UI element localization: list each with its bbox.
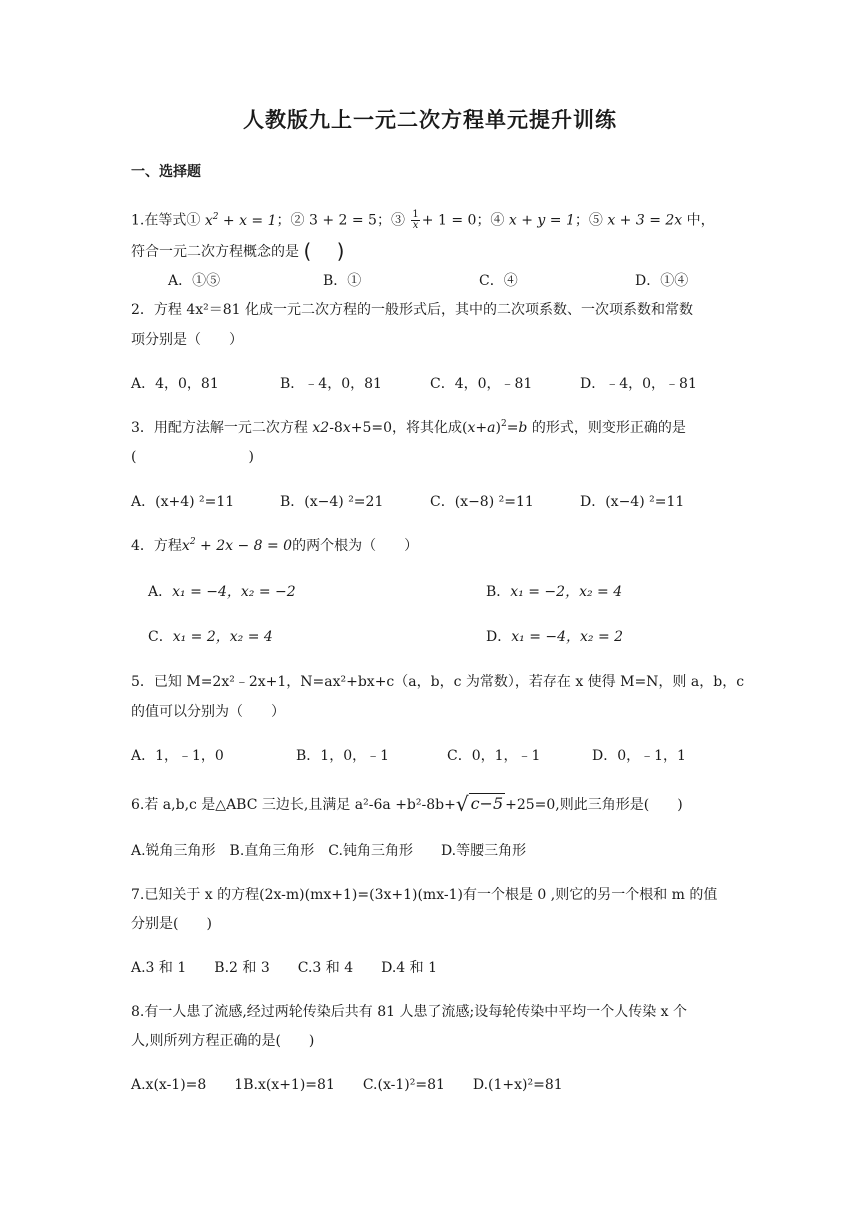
q3-mid: +5=0，将其化成( — [350, 420, 468, 436]
q3-line1: 3．用配方法解一元二次方程 x2-8x+5=0，将其化成$(x+a)^2=b$ 的形式，则变形正确的是 — [131, 419, 686, 436]
q3-option-b: B．(x−4) ²=21 — [280, 494, 384, 510]
section-heading: 一、选择题 — [131, 164, 201, 180]
q1-fraction: $\frac{1}{x}$ — [412, 209, 419, 231]
q6-stem-end: +25=0,则此三角形是( ) — [505, 797, 683, 813]
q3-option-a: A．(x+4) ²=11 — [131, 494, 235, 510]
q1-option-d: D．①④ — [635, 273, 689, 289]
q3-plus: + — [475, 420, 488, 436]
q1-eq1: $x^2 + x = 1$ — [204, 211, 277, 229]
q3-stem-end: 的形式，则变形正确的是 — [531, 420, 686, 436]
q5-line2: 的值可以分别为（ ） — [131, 704, 285, 720]
q5-option-a: A．1，﹣1，0 — [131, 748, 224, 764]
q3-line2: ( ) — [131, 449, 254, 465]
q6-line1 — [131, 792, 683, 816]
q1-stem-end: 中， — [686, 212, 715, 229]
q4-option-c-value: x₁ = 2，x₂ = 4 — [172, 629, 273, 645]
q5-option-d: D．0，﹣1，1 — [592, 748, 686, 764]
q4-equation: $x^2 + 2x - 8 = 0$ — [181, 537, 293, 554]
q1-option-a: A．①⑤ — [168, 273, 221, 289]
q3-minus8: -8 — [329, 420, 343, 436]
q4-option-b — [486, 583, 622, 601]
q8-line2: 人,则所列方程正确的是( ) — [131, 1033, 315, 1049]
q1-line1 — [131, 210, 715, 231]
q7-line1: 7.已知关于 x 的方程(2x-m)(mx+1)=(3x+1)(mx-1)有一个根是 0 ,则它的另一个根和 m 的值 — [131, 887, 718, 903]
q4-option-d-value: x₁ = −4，x₂ = 2 — [511, 629, 624, 645]
q1-answer-paren: ( ) — [303, 239, 345, 263]
q4-option-a — [148, 583, 296, 601]
q4-stem-start: 4．方程 — [131, 538, 182, 554]
q2-option-d: D．﹣4，0，﹣81 — [580, 376, 697, 392]
q6-options: A.锐角三角形 B.直角三角形 C.钝角三角形 D.等腰三角形 — [131, 843, 527, 859]
q3-option-d: D．(x−4) ²=11 — [580, 494, 685, 510]
q3-stem-start: 3．用配方法解一元二次方程 — [131, 420, 308, 436]
q7-options: A.3 和 1 B.2 和 3 C.3 和 4 D.4 和 1 — [131, 960, 437, 976]
q1-eq5: x + 3 = 2x — [607, 212, 683, 229]
q1-eq4: x + y = 1 — [508, 212, 575, 229]
q1-option-c: C．④ — [479, 273, 518, 289]
q1-option-b: B．① — [323, 273, 362, 289]
q4-stem-end: 的两个根为（ ） — [292, 538, 419, 554]
q6-sqrt: √ c−5 — [455, 792, 504, 816]
q6-stem-start: 6.若 a,b,c 是△ABC 三边长,且满足 a²-6a +b²-8b+ — [131, 797, 456, 813]
q6-radicand: c−5 — [470, 794, 504, 813]
q7-line2: 分别是( ) — [131, 916, 212, 932]
q1-stem-line2: 符合一元二次方程概念的是 — [131, 244, 299, 260]
q4-option-c-label: C． — [148, 629, 173, 645]
q4-option-a-value: x₁ = −4，x₂ = −2 — [172, 584, 296, 600]
q4-option-a-label: A． — [148, 584, 173, 600]
q2-option-a: A．4，0，81 — [131, 376, 219, 392]
page-title: 人教版九上一元二次方程单元提升训练 — [243, 108, 617, 132]
q1-eq3: + 1 = 0 — [421, 212, 477, 229]
q8-options: A.x(x-1)=8 1B.x(x+1)=81 C.(x-1)²=81 D.(1+x)²=81 — [131, 1077, 563, 1093]
q3-close: ) — [495, 420, 501, 436]
q1-sep3: ；④ — [476, 212, 505, 229]
q3-b: b — [518, 420, 528, 436]
q5-line1: 5．已知 M=2x²﹣2x+1，N=ax²+bx+c（a，b，c 为常数），若存在 x 使得 M=N，则 a，b，c — [131, 674, 745, 690]
q4-option-c — [148, 628, 273, 646]
q4-line1 — [131, 537, 418, 555]
q3-x2: x2 — [312, 420, 330, 436]
q4-option-d-label: D． — [486, 629, 512, 645]
q4-option-b-label: B． — [486, 584, 511, 600]
q2-option-c: C．4，0，﹣81 — [430, 376, 533, 392]
q1-sep2: ；③ — [376, 212, 405, 229]
q5-option-b: B．1，0，﹣1 — [296, 748, 390, 764]
q1-sep4: ；⑤ — [574, 212, 603, 229]
q3-a: a — [487, 420, 496, 436]
q2-line2: 项分别是（ ） — [131, 332, 243, 348]
q1-eq2: 3 + 2 = 5 — [308, 212, 377, 229]
q3-x: x — [342, 420, 351, 436]
q1-stem-start: 1.在等式① — [131, 212, 201, 229]
q5-option-c: C．0，1，﹣1 — [447, 748, 541, 764]
q3-x-b: x — [467, 420, 476, 436]
q2-line1: 2．方程 4x²＝81 化成一元二次方程的一般形式后，其中的二次项系数、一次项系数和常数 — [131, 302, 694, 318]
q8-line1: 8.有一人患了流感,经过两轮传染后共有 81 人患了流感;设每轮传染中平均一个人传染 x 个 — [131, 1004, 688, 1020]
q3-option-c: C．(x−8) ²=11 — [430, 494, 534, 510]
q4-option-d — [486, 628, 623, 646]
q2-option-b: B．﹣4，0，81 — [280, 376, 382, 392]
q1-sep1: ；② — [276, 212, 305, 229]
q1-line2 — [131, 239, 345, 263]
q4-option-b-value: x₁ = −2，x₂ = 4 — [510, 584, 623, 600]
q3-eq: = — [506, 420, 519, 436]
